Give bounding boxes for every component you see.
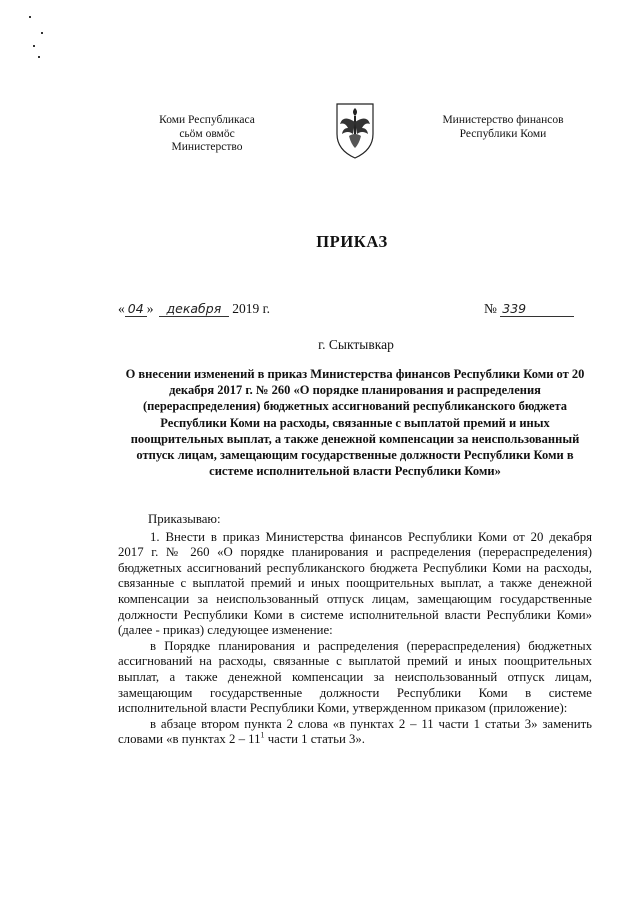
document-heading: О внесении изменений в приказ Министерства финансов Республики Коми от 20 декабря 2017 г. № 260 «О порядке планирования и распределения (перераспределения) бюджетных ассигнований республиканского бюджета Республики Коми на расходы, связанные с выплатой премий и иных поощрительных выплат, а также денежной компенсации за неиспользованный отпуск лицам, замещающим государственные должности Республики Коми в системе исполнительной власти Республики Коми» — [125, 367, 585, 479]
number-value: 339 — [500, 302, 574, 317]
header-right-line: Республики Коми — [459, 127, 547, 140]
header-left-line: Министерство — [171, 141, 243, 153]
header-right-ministry — [428, 114, 578, 141]
header-left-line: сьӧм овмӧс — [179, 127, 235, 140]
coat-of-arms-icon — [333, 98, 377, 160]
number-sign: № — [484, 301, 497, 316]
body-paragraph-3-b: части 1 статьи 3». — [264, 732, 365, 747]
body-paragraph-1: 1. Внести в приказ Министерства финансов Республики Коми от 20 декабря 2017 г. № 260 «О порядке планирования и распределения (перераспределения) бюджетных ассигнований республиканского бюджета Республики Коми на расходы, связанные с выплатой премий и иных поощрительных выплат, а также денежной компенсации за неиспользованный отпуск лицам, замещающим государственные должности Республики Коми в системе исполнительной власти Республики Коми» (далее - приказ) следующее изменение: — [118, 529, 592, 638]
scan-speck — [29, 16, 31, 18]
document-body — [118, 512, 592, 748]
scan-speck — [41, 32, 43, 34]
body-intro: Приказываю: — [148, 512, 221, 526]
document-date — [118, 301, 270, 317]
header-right-line: Министерство финансов — [442, 114, 564, 126]
scan-speck — [33, 45, 35, 47]
body-paragraph-2: в Порядке планирования и распределения (перераспределения) бюджетных ассигнований на расходы, связанные с выплатой премий и иных поощрительных выплат, а также денежной компенсации за неиспользованный отпуск лицам, замещающим государственные должности Республики Коми в системе исполнительной власти Республики Коми, утвержденном приказом (приложение): — [118, 638, 592, 716]
date-open-quote: « — [118, 301, 125, 316]
header-left-line: Коми Республикаса — [159, 114, 255, 126]
document-city: г. Сыктывкар — [318, 337, 394, 352]
date-day: 04 — [125, 302, 147, 317]
date-month: декабря — [159, 302, 229, 317]
body-paragraph-3-sup: 1 — [260, 731, 265, 741]
body-paragraph-3-a: в абзаце втором пункта 2 слова «в пунктах 2 – 11 части 1 статьи 3» заменить словами «в пунктах 2 – 11 — [118, 716, 592, 747]
document-number — [484, 301, 574, 317]
date-close-quote: » — [146, 301, 154, 316]
date-year: 2019 г. — [232, 301, 271, 316]
header-left-komi — [140, 114, 274, 155]
scan-speck — [38, 56, 40, 58]
body-paragraph-3 — [118, 717, 592, 748]
document-title: ПРИКАЗ — [316, 232, 388, 251]
